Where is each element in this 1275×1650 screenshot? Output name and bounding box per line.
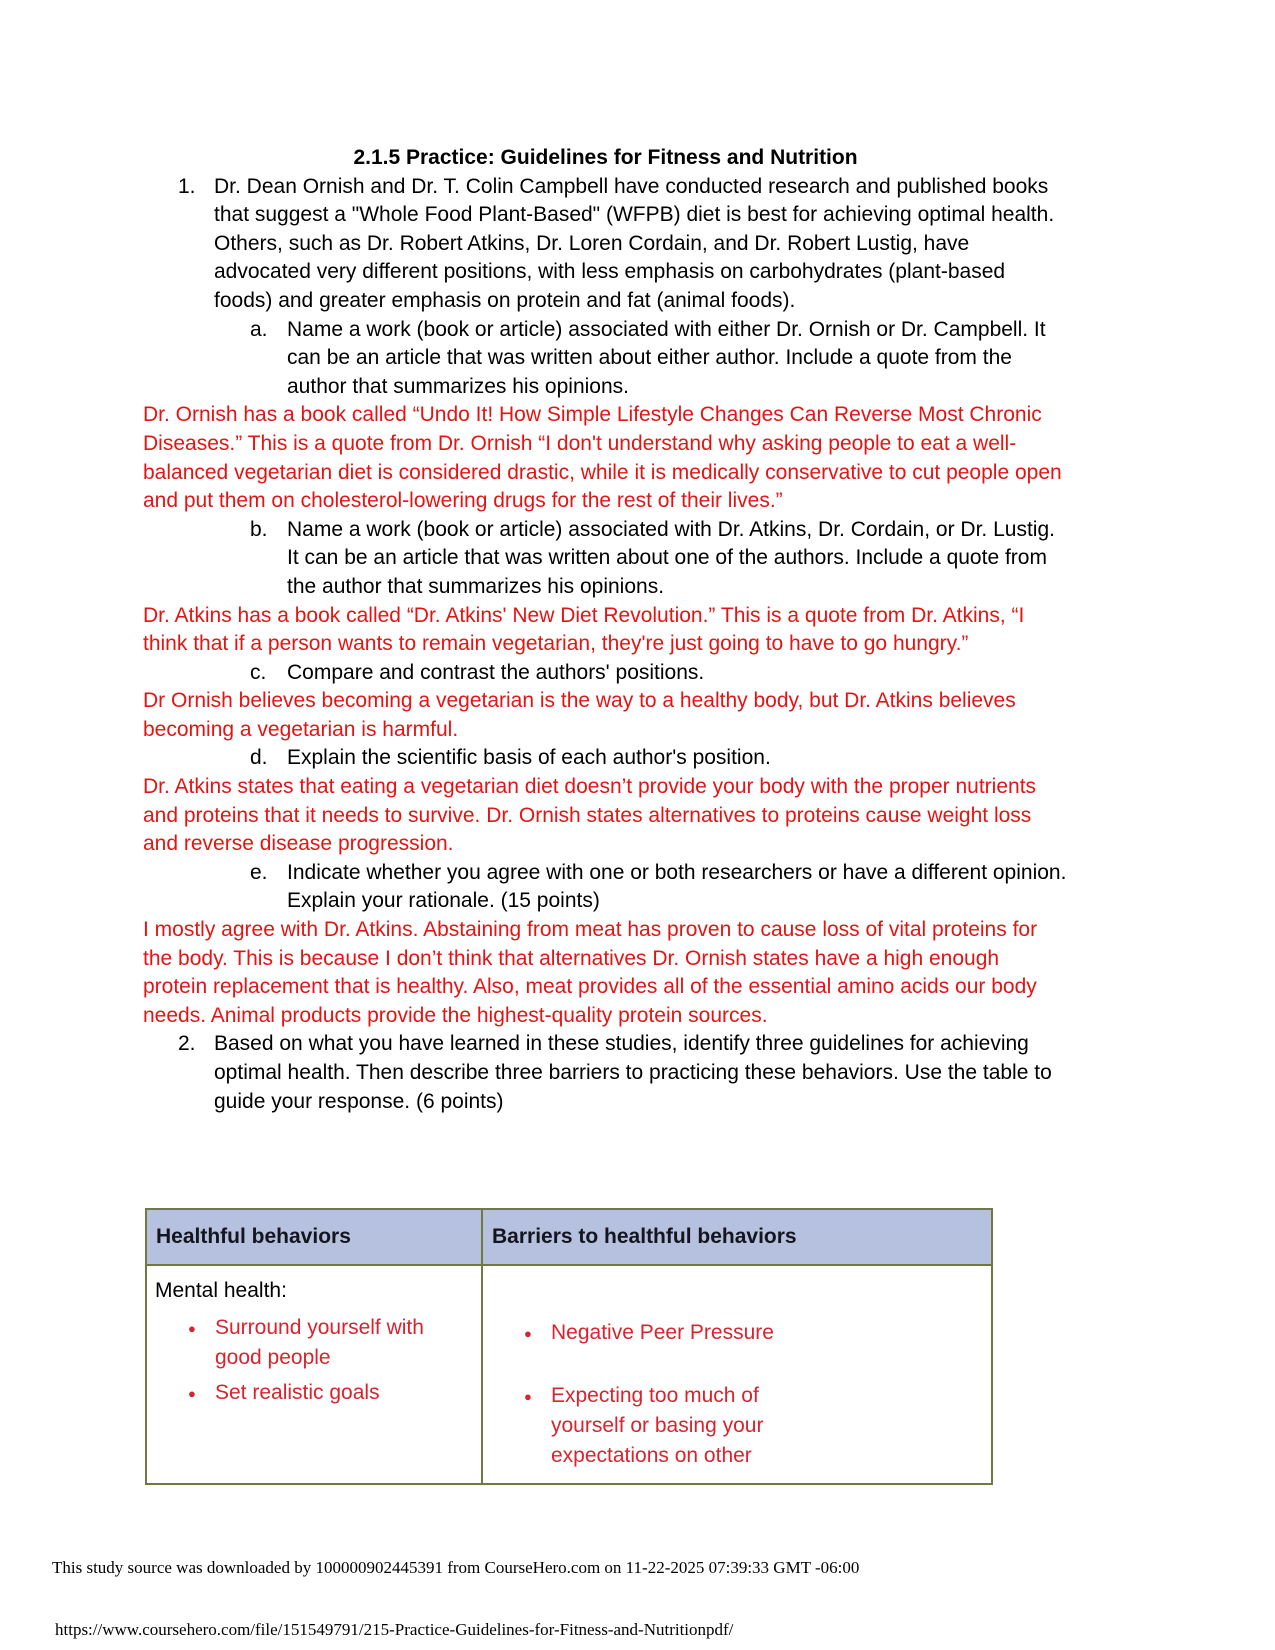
list-item <box>155 1378 475 1408</box>
part-e-letter: e. <box>250 860 268 884</box>
document-body <box>143 144 1068 1116</box>
part-c-letter: c. <box>250 660 267 684</box>
part-b-letter: b. <box>250 517 268 541</box>
question-1-text: Dr. Dean Ornish and Dr. T. Colin Campbell have conducted research and published books that suggest a "Whole Food Plant-Based" (WFPB) diet is best for achieving optimal health. Others, such as Dr. Robert Atkins, Dr. Loren Cordain, and Dr. Robert Lustig, have advocated very different positions, with less emphasis on carbohydrates (plant-based foods) and greater emphasis on protein and fat (animal foods). <box>214 174 1055 312</box>
part-d-letter: d. <box>250 746 268 770</box>
part-c-prompt: Compare and contrast the authors' positions. <box>287 660 705 684</box>
list-item-text: Negative Peer Pressure <box>551 1321 774 1344</box>
list-item-text: Set realistic goals <box>215 1381 380 1404</box>
healthful-behaviors-cell <box>146 1265 482 1484</box>
list-item <box>491 1381 811 1471</box>
behaviors-table <box>145 1208 993 1485</box>
table-body-row <box>146 1265 992 1484</box>
question-1-part-d <box>143 744 1068 773</box>
part-b-answer: Dr. Atkins has a book called “Dr. Atkins' New Diet Revolution.” This is a quote from Dr. Atkins, “I think that if a person wants to remain vegetarian, they're just going to have to go hungry.” <box>143 603 1025 656</box>
question-2-text: Based on what you have learned in these studies, identify three guidelines for achieving optimal health. Then describe three barriers to practicing these behaviors. Use the table to guide your response. (6 points) <box>214 1032 1052 1113</box>
download-attribution-note: This study source was downloaded by 100000902445391 from CourseHero.com on 11-22-2025 07:39:33 GMT -06:00 <box>52 1558 860 1577</box>
part-b-prompt: Name a work (book or article) associated with Dr. Atkins, Dr. Cordain, or Dr. Lustig. It can be an article that was written about one of the authors. Include a quote from the author that summarizes his opinions. <box>287 517 1055 598</box>
table-header-row <box>146 1209 992 1265</box>
part-e-prompt: Indicate whether you agree with one or both researchers or have a different opinion. Explain your rationale. (15 points) <box>287 860 1067 913</box>
part-a-prompt: Name a work (book or article) associated with either Dr. Ornish or Dr. Campbell. It can be an article that was written about either author. Include a quote from the author that summarizes his opinions. <box>287 317 1046 398</box>
list-item-text: Expecting too much of yourself or basing your expectations on other <box>551 1384 764 1467</box>
question-1-part-b <box>143 516 1068 602</box>
question-1-part-e <box>143 859 1068 916</box>
list-item-text: Surround yourself with good people <box>215 1316 424 1369</box>
part-d-answer: Dr. Atkins states that eating a vegetarian diet doesn’t provide your body with the proper nutrients and proteins that it needs to survive. Dr. Ornish states alternatives to proteins cause weight loss and reverse disease progression. <box>143 775 1037 856</box>
source-url-link[interactable]: https://www.coursehero.com/file/151549791/215-Practice-Guidelines-for-Fitness-and-Nutritionpdf/ <box>55 1620 734 1639</box>
question-1-part-a <box>143 316 1068 402</box>
question-1-part-c <box>143 659 1068 688</box>
question-2 <box>143 1030 1068 1116</box>
list-item <box>155 1313 475 1373</box>
list-item <box>491 1318 811 1348</box>
healthful-behaviors-list <box>155 1313 475 1408</box>
barriers-list <box>491 1276 985 1471</box>
table-header-barriers: Barriers to healthful behaviors <box>482 1209 992 1265</box>
question-1 <box>143 173 1068 316</box>
part-a-answer: Dr. Ornish has a book called “Undo It! How Simple Lifestyle Changes Can Reverse Most Chronic Diseases.” This is a quote from Dr. Ornish “I don't understand why asking people to eat a well-balanced vegetarian diet is considered drastic, while it is medically conservative to cut people open and put them on cholesterol-lowering drugs for the rest of their lives.” <box>143 403 1062 513</box>
question-1-number: 1. <box>178 174 196 198</box>
page-title: 2.1.5 Practice: Guidelines for Fitness and Nutrition <box>353 146 858 169</box>
part-d-prompt: Explain the scientific basis of each author's position. <box>287 746 771 770</box>
part-c-answer: Dr Ornish believes becoming a vegetarian is the way to a healthy body, but Dr. Atkins believes becoming a vegetarian is harmful. <box>143 689 1016 741</box>
table-header-healthful-behaviors: Healthful behaviors <box>146 1209 482 1265</box>
barriers-cell <box>482 1265 992 1484</box>
part-e-answer: I mostly agree with Dr. Atkins. Abstaining from meat has proven to cause loss of vital proteins for the body. This is because I don’t think that alternatives Dr. Ornish states have a high enough protein replacement that is healthy. Also, meat provides all of the essential amino acids our body needs. Animal products provide the highest-quality protein sources. <box>143 918 1038 1027</box>
mental-health-label: Mental health: <box>155 1279 287 1302</box>
part-a-letter: a. <box>250 317 268 341</box>
question-2-number: 2. <box>178 1032 196 1056</box>
